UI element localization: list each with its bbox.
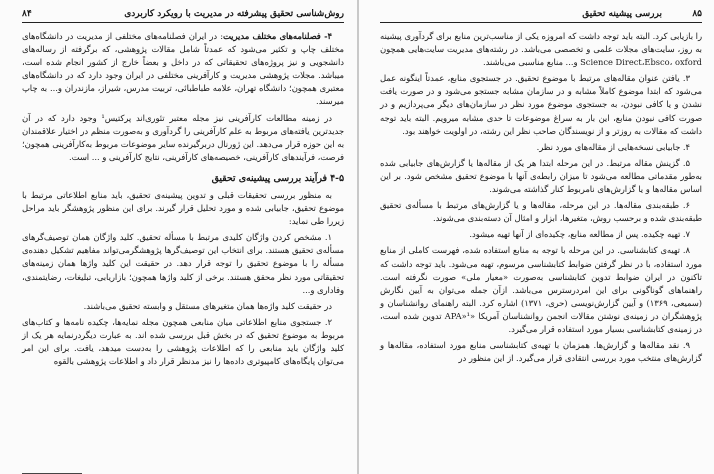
paragraph: به منظور بررسی تحقیقات قبلی و تدوین پیشینه‌ی تحقیق، باید منابع اطلاعاتی مرتبط با موضوع تحقیق، جابیابی شده و مورد تحلیل قرار گیرند. برای این منظور پژوهشگر باید مراحل زیررا طی نماید: bbox=[22, 189, 344, 227]
left-page bbox=[4, 0, 354, 474]
book-gutter bbox=[357, 0, 359, 474]
list-item: ۱. مشخص کردن واژگان کلیدی مرتبط با مسأله تحقیق. کلید واژگان همان توصیف‌گرهای مسأله‌ی تحقیق هستند. برای انتخاب این توصیف‌گرها پژوهشگرمی‌تواند مفاهیم تشکیل دهنده‌ی مسأله را با موضوع تحقیق را توجه قرار دهد. در حقیقت این کلید واژها همان زمینه‌های تحقیقاتی مورد نظر محقق هستند. برخی از کلید واژها همچون؛ بازاریابی، تبلیغات، رضایتمندی، وفاداری و... bbox=[22, 232, 344, 295]
page-number: ۸۵ bbox=[692, 9, 702, 19]
right-page bbox=[362, 0, 712, 474]
list-item: ۹. نقد مقاله‌ها و گزارش‌ها. همزمان با تهیه‌ی کتابشناسی منابع مورد استفاده، مقاله‌ها و گزارش‌های منتخب مورد بررسی انتقادی قرار می‌گیرد. از این منظور در bbox=[380, 340, 702, 364]
paragraph: در زمینه مطالعات کارآفرینی نیز مجله معتبر تئوری‌اند پرکتیس¹ وجود دارد که در آن جدیدترین یافته‌های مربوط به علم کارآفرینی را گردآوری و به‌صورت منظم در اختیار علاقمندان به این حوزه قرار می‌دهد. این ژورنال دربرگیرنده سایر موضوعات مربوط به‌کارآفرینی همچون؛ فرصت، فرآیندهای کارآفرینی، خصیصه‌های کارآفرینی، نتایج کارآفرینی و ... است. bbox=[22, 112, 344, 162]
list-item: ۳. یافتن عنوان مقاله‌های مرتبط با موضوع تحقیق. در جستجوی منابع، عمدتاً اینگونه عمل می‌شود که ابتدا موضوع کاملاً مشابه و در سازمان مشابه جستجو می‌شود و در صورت یافت نشدن و یا کافی نبودن، به جستجوی موضوع مورد نظر در سازمان‌های دیگر می‌پردازیم و در صورت کافی نبودن منابع، این بار به سراغ موضوعات تا حدی مشابه میرویم. البته باید توجه داشت که مقالات به روزتر و از نویسندگان صاحب نظر این رشته، در اولویت خواهند بود. bbox=[380, 73, 702, 136]
page-header bbox=[380, 8, 702, 23]
page-body bbox=[22, 30, 344, 468]
list-item: ۵. گزینش مقاله مرتبط. در این مرحله ابتدا هر یک از مقاله‌ها یا گزارش‌های جابیابی شده به‌طور مقدماتی مطالعه می‌شود تا میزان رابطه‌ی آنها با موضوع تحقیق مشخص شود. بر این اساس مقاله‌ها و یا گزارش‌های نامربوط کنار گذاشته می‌شوند. bbox=[380, 157, 702, 195]
list-item: ۲. جستجوی منابع اطلاعاتی میان منابعی همچون مجله نمایه‌ها، چکیده نامه‌ها و کتاب‌های مربوط به موضوع تحقیق که در بخش قبل بررسی شده اند. به عبارت دیگردرنمایه هر یک از کلید واژگان باید منابعی را که اطلاعات پژوهشی را به‌دست میدهد، یافت. برای این امر می‌توان پایگاه‌های کامپیوتری داده‌ها را نیز مدنظر قرار داد و اطلاعات پژوهشی بالقوه bbox=[22, 316, 344, 367]
running-head: روش‌شناسی تحقیق پیشرفته در مدیریت با رویکرد کاربردی bbox=[124, 9, 344, 19]
list-item: ۷. تهیه چکیده. پس از مطالعه منابع، چکیده‌ای از آنها تهیه میشود. bbox=[469, 229, 690, 240]
page-number: ۸۴ bbox=[22, 9, 32, 19]
section-heading: ۴-۵ فرآیند بررسی پیشینه‌ی تحقیق bbox=[211, 172, 344, 184]
inline-heading: ۴- فصلنامه‌های مختلف مدیریت bbox=[223, 31, 332, 41]
list-item: ۶. طبقه‌بندی مقاله‌ها. در این مرحله، مقاله‌ها و یا گزارش‌های مرتبط با مسأله‌ی تحقیق طبقه‌بندی شده و برحسب روش، متغیرها، ابزار و امثال آن دسته‌بندی می‌شوند. bbox=[380, 200, 702, 224]
running-head: بررسی پیشینه تحقیق bbox=[582, 9, 662, 19]
paragraph: در حقیقت کلید واژه‌ها همان متغیرهای مستقل و وابسته تحقیق می‌باشند. bbox=[83, 300, 332, 311]
paragraph bbox=[22, 30, 344, 109]
paragraph-text: : در ایران فصلنامه‌های مختلفی از مدیریت در دانشگاه‌های مختلف چاپ و تکثیر می‌شود که عمدتاً شامل مقالات پژوهشی، که برگرفته از رساله‌های دانشجویی و نیز پروژه‌های تحقیقاتی که در داخل و بعضاً خارج از کشور انجام شده است، میباشد. مجلات پژوهشی مدیریت و کارآفرینی مختلفی در ایران وجود دارد که در دانشگاه‌های معتبری همچون؛ دانشگاه تهران، علامه طباطبائی، تربیت مدرس، شیراز، مازندران و... به چاپ میرسند. bbox=[22, 31, 344, 107]
list-item: ۸. تهیه‌ی کتابشناسی. در این مرحله با توجه به منابع استفاده شده، فهرست کاملی از منابع مورد استفاده، با در نظر گرفتن ضوابط کتابشناسی مرسوم، تهیه می‌شود. باید توجه داشت که تاکنون در ایران ضوابط تدوین کتابشناسی به‌صورت «معیار ملی» صورت نگرفته است. راهنماهای گوناگونی برای این امردرسترس می‌باشد. ازآن جمله می‌توان به آیین نگارش (سمیعی، ۱۳۶۹) و آیین گزارش‌نویسی (حری، ۱۳۷۱) اشاره کرد. البته راهنمای روانشناسان و پژوهشگران در زمینه‌ی نوشتن مقالات انجمن روانشناسان آمریکا «APA»¹ تدوین شده است، در زمینه‌ی کتابشناسی بسیار مورد استفاده قرار می‌گیرد. bbox=[380, 245, 702, 334]
page-body bbox=[380, 30, 702, 468]
list-item: ۴. جابیابی نسخه‌هایی از مقاله‌های مورد نظر. bbox=[536, 141, 690, 152]
paragraph: را بازیابی کرد. البته باید توجه داشت که امروزه یکی از مناسب‌ترین منابع برای گردآوری پیشینه به روز، سایت‌های مجلات علمی و تخصصی می‌باشد. در رشته‌های مدیریت سایت‌هایی همچون Science Direct،Ebsco، oxford و... منابع مناسبی می‌باشند. bbox=[380, 31, 702, 68]
page-header bbox=[22, 8, 344, 23]
